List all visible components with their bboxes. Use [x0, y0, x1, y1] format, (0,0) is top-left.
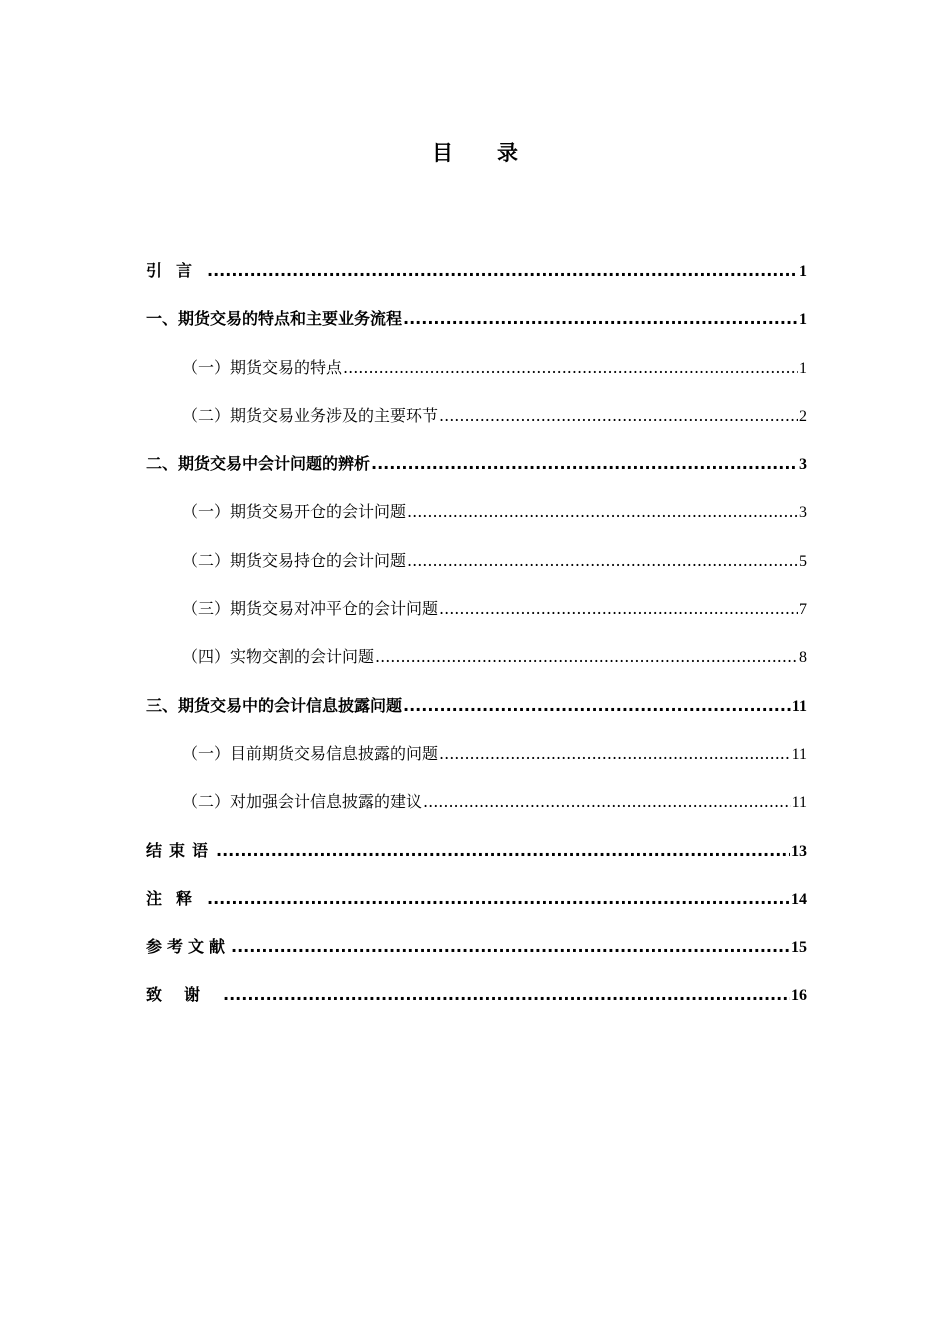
toc-entry-label: 致谢: [146, 985, 223, 1005]
toc-entry-label: （一）期货交易开仓的会计问题: [182, 502, 407, 522]
toc-leader-dots: [223, 982, 790, 1008]
toc-entry-page: 1: [799, 311, 807, 329]
toc-entry-page: 13: [791, 842, 807, 860]
toc-entry-label: （二）期货交易持仓的会计问题: [182, 550, 407, 570]
toc-entry-section-1[interactable]: [146, 306, 807, 354]
toc-entry-section-1-2[interactable]: [146, 403, 807, 451]
toc-entry-conclusion[interactable]: [146, 838, 807, 886]
page-title: 目录: [432, 141, 562, 165]
toc-leader-dots: [207, 258, 798, 284]
toc-entry-section-2[interactable]: [146, 451, 807, 499]
toc-entry-label: （一）目前期货交易信息披露的问题: [182, 743, 439, 763]
toc-entry-label: 二、期货交易中会计问题的辨析: [146, 454, 371, 474]
toc-entry-acknowledgements[interactable]: [146, 982, 807, 1030]
toc-entry-introduction[interactable]: [146, 258, 807, 306]
table-of-contents: [146, 258, 807, 1031]
toc-entry-section-1-1[interactable]: [146, 355, 807, 403]
toc-entry-label: （四）实物交割的会计问题: [182, 647, 375, 667]
toc-entry-section-2-3[interactable]: [146, 596, 807, 644]
toc-leader-dots: [216, 838, 790, 864]
toc-entry-label: 结束语: [146, 840, 216, 860]
toc-entry-section-2-1[interactable]: [146, 499, 807, 547]
toc-leader-dots: [439, 741, 791, 767]
toc-entry-label: 三、期货交易中的会计信息披露问题: [146, 695, 403, 715]
toc-entry-label: （二）对加强会计信息披露的建议: [182, 792, 423, 812]
toc-entry-page: 8: [799, 649, 807, 667]
toc-leader-dots: [423, 789, 791, 815]
toc-entry-label: 参考文献: [146, 937, 231, 957]
toc-entry-label: 一、期货交易的特点和主要业务流程: [146, 309, 403, 329]
toc-entry-page: 11: [791, 745, 807, 763]
toc-entry-page: 7: [799, 601, 807, 619]
toc-entry-section-2-4[interactable]: [146, 644, 807, 692]
toc-leader-dots: [439, 596, 798, 622]
toc-entry-section-2-2[interactable]: [146, 548, 807, 596]
toc-entry-page: 5: [799, 552, 807, 570]
toc-entry-page: 1: [799, 263, 807, 280]
toc-leader-dots: [343, 355, 798, 381]
toc-leader-dots: [207, 886, 790, 912]
toc-entry-section-3-2[interactable]: [146, 789, 807, 837]
toc-leader-dots: [403, 306, 798, 332]
toc-entry-label: （三）期货交易对冲平仓的会计问题: [182, 599, 439, 619]
toc-entry-page: 1: [799, 359, 807, 377]
toc-leader-dots: [439, 403, 798, 429]
toc-entry-page: 3: [799, 504, 807, 522]
toc-entry-page: 15: [791, 939, 807, 957]
toc-entry-label: 注释: [146, 888, 207, 908]
toc-entry-page: 16: [791, 987, 807, 1005]
toc-leader-dots: [231, 934, 790, 960]
toc-leader-dots: [375, 644, 798, 670]
toc-entry-page: 3: [799, 456, 807, 474]
toc-entry-page: 11: [791, 697, 807, 715]
toc-entry-label: （二）期货交易业务涉及的主要环节: [182, 405, 439, 425]
toc-leader-dots: [371, 451, 798, 477]
toc-entry-section-3[interactable]: [146, 693, 807, 741]
toc-leader-dots: [407, 499, 798, 525]
toc-leader-dots: [403, 693, 791, 719]
toc-entry-notes[interactable]: [146, 886, 807, 934]
toc-entry-page: 11: [791, 794, 807, 812]
toc-entry-page: 14: [791, 890, 807, 908]
toc-entry-references[interactable]: [146, 934, 807, 982]
toc-entry-label: （一）期货交易的特点: [182, 357, 343, 377]
toc-leader-dots: [407, 548, 798, 574]
toc-entry-section-3-1[interactable]: [146, 741, 807, 789]
toc-entry-label: 引言: [146, 261, 207, 280]
toc-entry-page: 2: [799, 407, 807, 425]
